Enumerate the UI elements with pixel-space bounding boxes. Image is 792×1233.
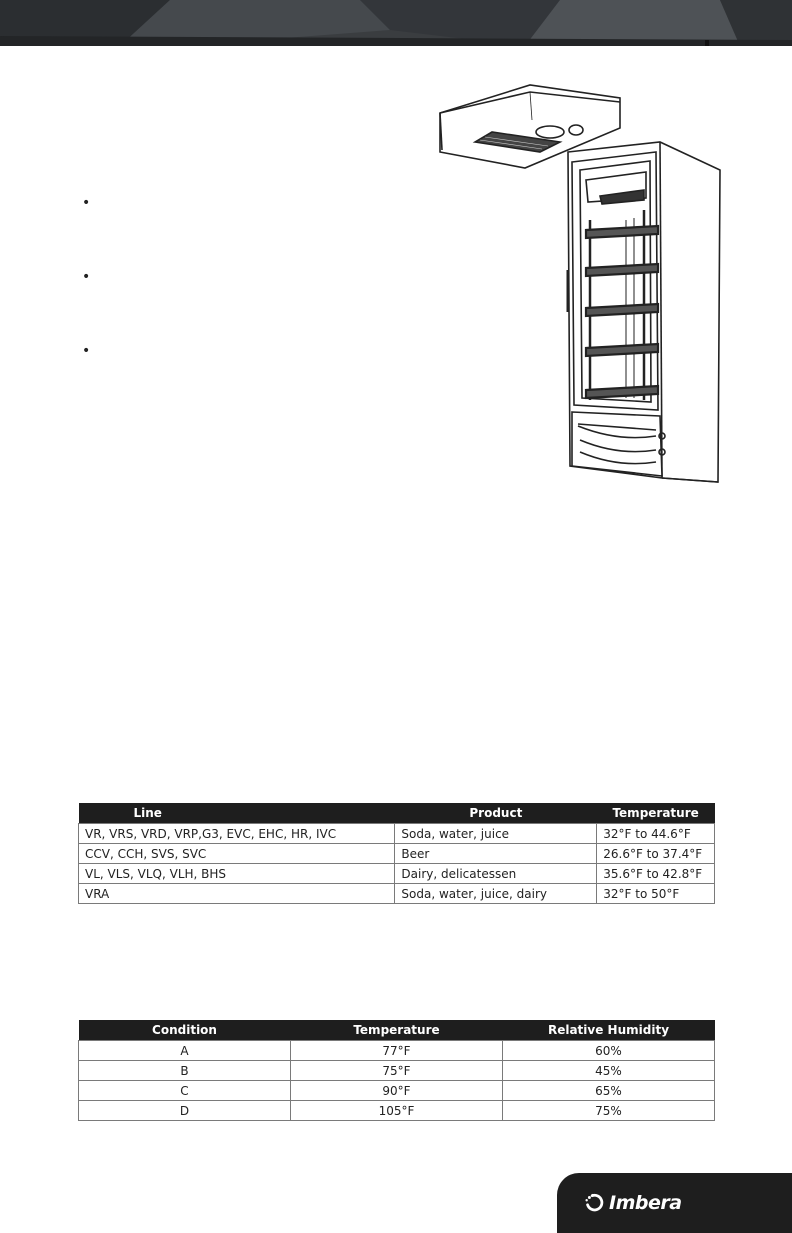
product-line-table (78, 803, 715, 904)
cell-line: VL, VLS, VLQ, VLH, BHS (79, 864, 395, 884)
table-row (79, 1101, 715, 1121)
table-row (79, 1041, 715, 1061)
refrigerator-illustration (430, 80, 730, 494)
cell-product: Soda, water, juice, dairy (395, 884, 597, 904)
cell-temperature: 26.6°F to 37.4°F (597, 844, 715, 864)
climate-conditions-table (78, 1020, 715, 1121)
bullet-item (82, 344, 402, 418)
table-row (79, 884, 715, 904)
column-header-temperature: Temperature (291, 1020, 503, 1041)
column-header-line: Line (79, 803, 395, 824)
brand-logo (557, 1173, 792, 1233)
cell-temperature: 75°F (291, 1061, 503, 1081)
column-header-condition: Condition (79, 1020, 291, 1041)
column-header-product: Product (395, 803, 597, 824)
cell-temperature: 32°F to 50°F (597, 884, 715, 904)
bullet-dot-icon: • (82, 269, 91, 285)
table-row (79, 1081, 715, 1101)
cell-line: CCV, CCH, SVS, SVC (79, 844, 395, 864)
cell-condition: A (79, 1041, 291, 1061)
bullet-item (82, 196, 402, 270)
header-band (0, 0, 792, 46)
bullet-dot-icon: • (82, 195, 91, 211)
table-header-row (79, 1020, 715, 1041)
column-header-relative-humidity: Relative Humidity (503, 1020, 715, 1041)
cell-condition: D (79, 1101, 291, 1121)
cell-temperature: 105°F (291, 1101, 503, 1121)
cell-temperature: 35.6°F to 42.8°F (597, 864, 715, 884)
bullet-list (82, 196, 402, 418)
table-row (79, 824, 715, 844)
cell-humidity: 65% (503, 1081, 715, 1101)
bullet-item (82, 270, 402, 344)
cell-product: Beer (395, 844, 597, 864)
cell-product: Soda, water, juice (395, 824, 597, 844)
cell-condition: B (79, 1061, 291, 1081)
table-row (79, 1061, 715, 1081)
cell-temperature: 77°F (291, 1041, 503, 1061)
bullet-dot-icon: • (82, 343, 91, 359)
table-header-row (79, 803, 715, 824)
table-row (79, 864, 715, 884)
cell-humidity: 75% (503, 1101, 715, 1121)
column-header-temperature: Temperature (597, 803, 715, 824)
brand-name: Imbera (609, 1192, 682, 1214)
cell-condition: C (79, 1081, 291, 1101)
imbera-logo-mark-icon (583, 1192, 605, 1214)
table-row (79, 844, 715, 864)
cell-humidity: 60% (503, 1041, 715, 1061)
cell-line: VRA (79, 884, 395, 904)
cell-humidity: 45% (503, 1061, 715, 1081)
cell-line: VR, VRS, VRD, VRP,G3, EVC, EHC, HR, IVC (79, 824, 395, 844)
cell-product: Dairy, delicatessen (395, 864, 597, 884)
cell-temperature: 90°F (291, 1081, 503, 1101)
cell-temperature: 32°F to 44.6°F (597, 824, 715, 844)
